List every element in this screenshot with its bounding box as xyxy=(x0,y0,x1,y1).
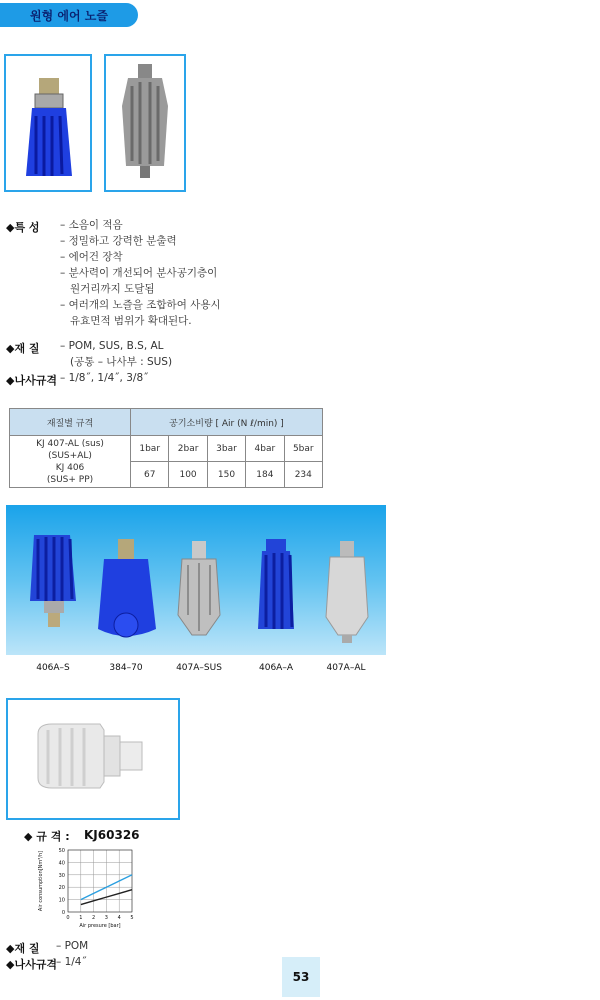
pressure-cell: 3bar xyxy=(207,436,245,462)
feature-item: – 분사력이 개선되어 분사공기층이 xyxy=(60,267,218,279)
pressure-cell: 4bar xyxy=(246,436,284,462)
chart-y-tick-label: 30 xyxy=(58,872,65,879)
feature-item: – 소음이 적음 xyxy=(60,219,123,231)
product-photo-white-nozzle xyxy=(6,698,180,820)
chart-svg xyxy=(32,844,142,934)
nozzle-label: 384–70 xyxy=(109,663,143,673)
value-cell: 100 xyxy=(169,462,207,488)
feature-item: – 여러개의 노즐을 조합하여 사용시 xyxy=(60,299,221,311)
nozzle-label: 407A–SUS xyxy=(176,663,222,673)
model-line: (SUS+ PP) xyxy=(46,474,94,485)
model-line: (SUS+AL) xyxy=(48,450,92,461)
product-photo-blue-nozzle xyxy=(4,54,92,192)
nozzle-label: 406A–S xyxy=(36,663,70,673)
nozzle-406a-s-image xyxy=(30,535,76,627)
table-models-cell xyxy=(10,436,131,488)
chart-y-axis-label: Air consumption[Nm³/h] xyxy=(38,850,44,912)
chart-plot-frame xyxy=(68,850,132,912)
value-cell: 184 xyxy=(246,462,284,488)
table-header-consumption: 공기소비량 [ Air (N ℓ/min) ] xyxy=(131,409,323,436)
thread-label: ◆나사규격 xyxy=(6,374,57,387)
pressure-cell: 5bar xyxy=(284,436,322,462)
value-cell: 234 xyxy=(284,462,322,488)
value-cell: 150 xyxy=(207,462,245,488)
chart-y-tick-label: 40 xyxy=(58,860,65,867)
nozzle-384-70-image xyxy=(98,539,156,637)
nozzle-407a-sus-image xyxy=(178,541,220,635)
feature-item: – 정밀하고 강력한 분출력 xyxy=(60,235,177,247)
chart-x-tick-label: 5 xyxy=(130,915,134,921)
chart-x-tick-label: 0 xyxy=(66,915,70,921)
nozzle-407a-al-image xyxy=(326,541,368,643)
chart-y-tick-label: 20 xyxy=(58,885,65,892)
chart-x-tick-label: 4 xyxy=(117,915,121,921)
spec2-label: ◆ 규 격 : xyxy=(24,830,70,843)
value-cell: 67 xyxy=(131,462,169,488)
model-line: KJ 407-AL (sus) xyxy=(36,438,104,449)
page-number: 53 xyxy=(282,957,320,997)
chart-x-axis-label: Air presure [bar] xyxy=(79,923,121,929)
pressure-cell: 1bar xyxy=(131,436,169,462)
chart-x-tick-label: 2 xyxy=(92,915,96,921)
model-line: KJ 406 xyxy=(55,462,85,473)
features-label: ◆특 성 xyxy=(6,221,40,234)
feature-item: 원거리까지 도달됨 xyxy=(60,283,155,295)
material-line2: (공통 – 나사부 : SUS) xyxy=(70,356,173,368)
feature-item: 유효면적 범위가 확대된다. xyxy=(60,315,192,327)
thread-value: – 1/8˝, 1/4˝, 3/8˝ xyxy=(60,372,149,384)
air-consumption-table xyxy=(9,408,323,488)
chart-y-tick-label: 50 xyxy=(58,848,65,854)
nozzle-406a-a-image xyxy=(258,539,294,629)
nozzle-lineup-banner xyxy=(6,505,386,675)
nozzle-label: 406A–A xyxy=(259,663,293,673)
chart-y-tick-label: 10 xyxy=(58,897,65,904)
nozzle-label: 407A–AL xyxy=(326,663,366,673)
spec2-material-value: – POM xyxy=(56,940,89,952)
pressure-cell: 2bar xyxy=(169,436,207,462)
chart-y-tick-label: 0 xyxy=(61,910,65,916)
chart-x-tick-label: 3 xyxy=(104,915,108,921)
features-list xyxy=(60,217,300,329)
feature-item: – 에어건 장착 xyxy=(60,251,123,263)
air-consumption-chart xyxy=(32,844,142,934)
table-header-material: 재질별 규격 xyxy=(10,409,131,436)
spec2-thread-label: ◆나사규격 xyxy=(6,958,57,971)
material-label: ◆재 질 xyxy=(6,342,40,355)
spec2-material-label: ◆재 질 xyxy=(6,942,40,955)
material-line1: – POM, SUS, B.S, AL xyxy=(60,340,164,352)
chart-x-tick-label: 1 xyxy=(79,915,83,921)
page-title: 원형 에어 노즐 xyxy=(0,3,138,27)
product-photo-silver-nozzle xyxy=(104,54,186,192)
spec2-thread-value: – 1/4˝ xyxy=(56,956,87,968)
spec2-model: KJ60326 xyxy=(84,828,140,842)
